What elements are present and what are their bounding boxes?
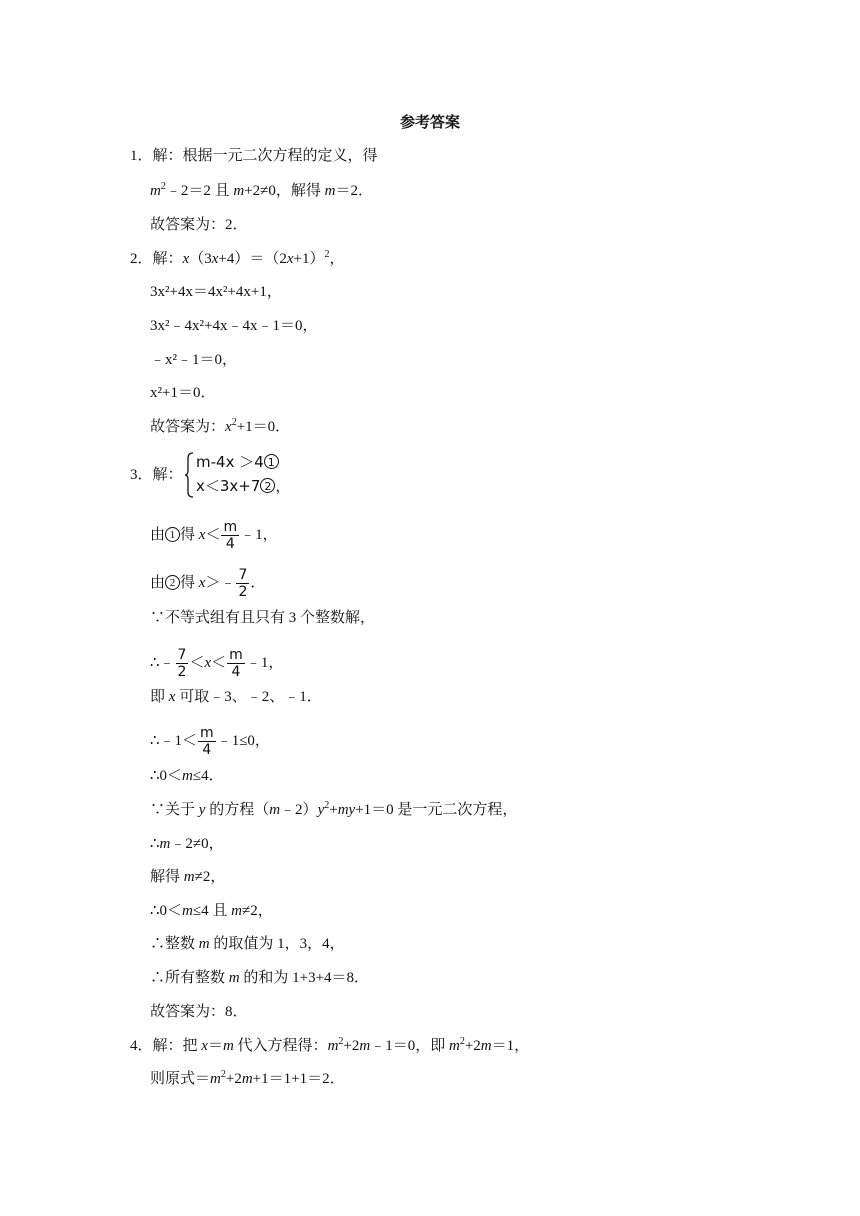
q4-line-1: 4．解：把 x＝m 代入方程得：$m^2+2m﹣1=0$，即 $m^2+2m=1$， <box>130 1036 530 1054</box>
fraction-m-over-4: $\frac{m}{4}$ <box>223 519 238 552</box>
q2-line-6: 故答案为：$x^2+1=0$． <box>150 417 291 435</box>
system-row-2: x＜3x+7 2 ， <box>196 477 291 495</box>
fraction-7-over-2: $\frac{7}{2}$ <box>177 647 187 680</box>
fraction-7-over-2: $\frac{7}{2}$ <box>238 567 248 600</box>
q2-line-3: 3x²﹣4x²+4x﹣4x﹣1＝0， <box>150 318 318 334</box>
q3-line-11: 解得 m≠2， <box>150 869 226 885</box>
q3-line-8: ∴0＜m≤4． <box>150 768 224 784</box>
page-title: 参考答案 <box>399 115 460 131</box>
system-row-1: m-4x ＞4 1 <box>196 452 279 472</box>
q1-line-1: 1．解：根据一元二次方程的定义，得 <box>130 148 378 164</box>
q3-line-6: 即 x 可取﹣3、﹣2、﹣1． <box>150 689 322 705</box>
q4-line-2: 则原式$=m^2+2m+1=1+1=2$． <box>150 1069 345 1087</box>
q1-line-3: 故答案为：2． <box>150 217 248 233</box>
q3-line-5: ∴﹣ $\frac{7}{2}$ ＜x＜ $\frac{m}{4}$ ﹣1， <box>150 647 284 680</box>
q2-line-1: 2．解：$x(3x+4)=(2x+1)^2$， <box>130 249 345 267</box>
q3-line-14: ∴所有整数 m 的和为 1+3+4＝8． <box>150 970 370 986</box>
q3-line-10: ∴m﹣2≠0， <box>150 836 224 852</box>
q3-line-12: ∴0＜m≤4 且 m≠2， <box>150 903 273 919</box>
q3-line-7: ∴﹣1＜ $\frac{m}{4}$ ﹣1≤0， <box>150 725 270 758</box>
q3-line-13: ∴整数 m 的取值为 1，3，4， <box>150 936 345 952</box>
fraction-m-over-4: $\frac{m}{4}$ <box>200 725 214 758</box>
q3-line-15: 故答案为：8． <box>150 1004 248 1020</box>
q3-line-3: 由 2 得 x＞﹣ $\frac{7}{2}$ ． <box>150 567 266 600</box>
q3-line-2: 由 1 得 x＜ $\frac{m}{4}$ ﹣1， <box>150 519 278 552</box>
q2-line-5: x²+1＝0． <box>150 385 216 401</box>
q1-line-2: $m^2﹣2=2$ 且 m+2≠0，解得 m＝2． <box>150 181 374 199</box>
q3-line-9: ∵关于 y 的方程$(m﹣2)y^2+my+1=0$ 是一元二次方程， <box>150 800 518 818</box>
q3-line-1: 3．解： <box>130 467 183 483</box>
q3-line-4: ∵不等式组有且只有 3 个整数解， <box>150 610 376 626</box>
q2-line-2: 3x²+4x＝4x²+4x+1， <box>150 284 282 300</box>
fraction-m-over-4: $\frac{m}{4}$ <box>229 647 243 680</box>
system-brace <box>184 452 194 498</box>
q2-line-4: ﹣x²﹣1＝0， <box>150 352 237 368</box>
